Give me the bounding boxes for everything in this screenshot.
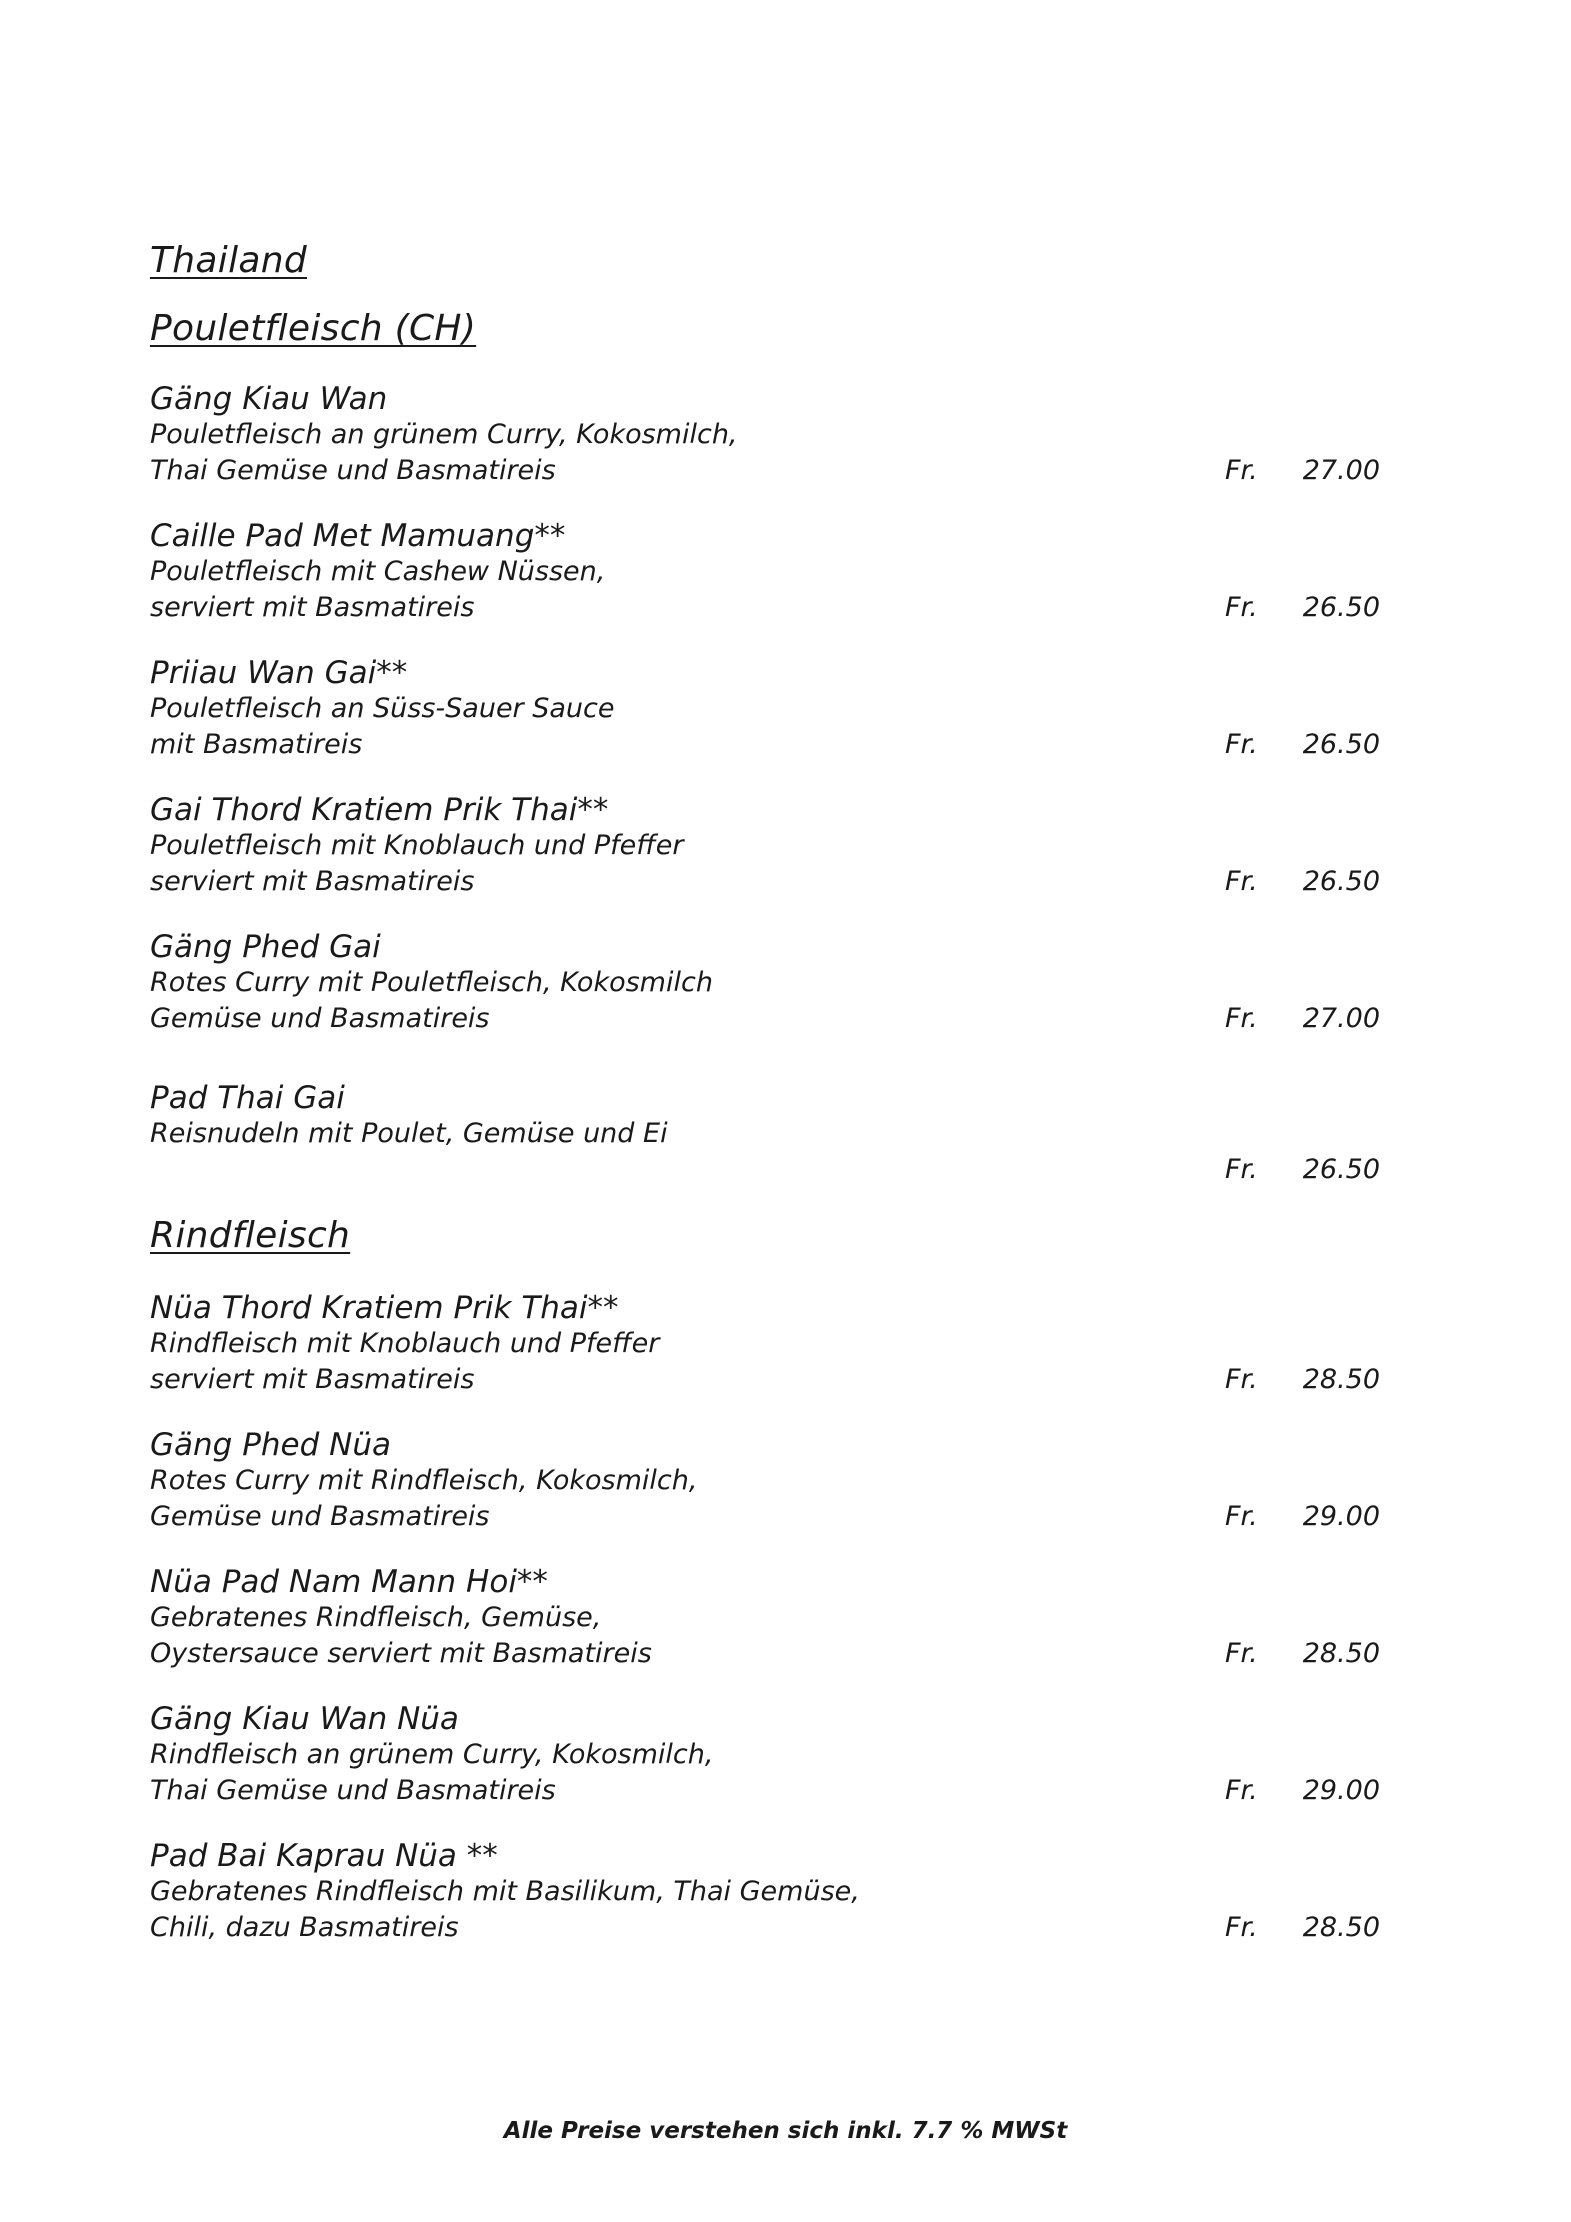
- dish-description: Pouletfleisch mit Cashew Nüssen,: [150, 556, 606, 587]
- price-currency: Fr.: [1225, 1154, 1258, 1185]
- dish-name: Priiau Wan Gai**: [150, 655, 408, 691]
- price-amount: 26.50: [1302, 1154, 1380, 1185]
- dish-item: [150, 518, 1380, 626]
- dish-item: [150, 1080, 1380, 1188]
- dish-description: Rotes Curry mit Pouletfleisch, Kokosmilch: [150, 967, 713, 998]
- dish-description: Thai Gemüse und Basmatireis: [150, 1775, 556, 1806]
- price-amount: 26.50: [1302, 729, 1380, 760]
- price-currency: Fr.: [1225, 455, 1258, 486]
- dish-name: Nüa Thord Kratiem Prik Thai**: [150, 1290, 619, 1326]
- vat-footnote: Alle Preise verstehen sich inkl. 7.7 % MWSt: [503, 2118, 1068, 2144]
- price-currency: Fr.: [1225, 729, 1258, 760]
- dish-description: Rindfleisch an grünem Curry, Kokosmilch,: [150, 1739, 714, 1770]
- dish-item: [150, 1701, 1380, 1809]
- section-heading-poultry: Pouletfleisch (CH): [150, 308, 477, 349]
- dish-description: Gemüse und Basmatireis: [150, 1003, 490, 1034]
- dish-name: Gäng Kiau Wan: [150, 381, 388, 417]
- price-amount: 27.00: [1302, 1003, 1380, 1034]
- price-amount: 27.00: [1302, 455, 1380, 486]
- section-heading-beef: Rindfleisch: [150, 1215, 351, 1256]
- dish-item: [150, 1290, 1380, 1398]
- dish-name: Gäng Phed Gai: [150, 929, 381, 965]
- price-currency: Fr.: [1225, 1638, 1258, 1669]
- price-currency: Fr.: [1225, 1912, 1258, 1943]
- price-amount: 28.50: [1302, 1638, 1380, 1669]
- dish-item: [150, 1427, 1380, 1535]
- price-amount: 29.00: [1302, 1501, 1380, 1532]
- price-amount: 26.50: [1302, 866, 1380, 897]
- dish-description: mit Basmatireis: [150, 729, 363, 760]
- dish-item: [150, 1564, 1380, 1672]
- dish-description: serviert mit Basmatireis: [150, 866, 475, 897]
- dish-description: Gemüse und Basmatireis: [150, 1501, 490, 1532]
- price-amount: 29.00: [1302, 1775, 1380, 1806]
- price-amount: 28.50: [1302, 1912, 1380, 1943]
- dish-description: Reisnudeln mit Poulet, Gemüse und Ei: [150, 1118, 668, 1149]
- dish-description: Gebratenes Rindfleisch, Gemüse,: [150, 1602, 602, 1633]
- dish-description: serviert mit Basmatireis: [150, 592, 475, 623]
- dish-name: Caille Pad Met Mamuang**: [150, 518, 566, 554]
- dish-description: Pouletfleisch an grünem Curry, Kokosmilch,: [150, 419, 738, 450]
- dish-item: [150, 1838, 1380, 1946]
- price-currency: Fr.: [1225, 1775, 1258, 1806]
- dish-name: Gäng Phed Nüa: [150, 1427, 391, 1463]
- price-currency: Fr.: [1225, 866, 1258, 897]
- page-title: Thailand: [150, 240, 307, 281]
- dish-description: Rotes Curry mit Rindfleisch, Kokosmilch,: [150, 1465, 698, 1496]
- dish-description: serviert mit Basmatireis: [150, 1364, 475, 1395]
- dish-description: Gebratenes Rindfleisch mit Basilikum, Thai Gemüse,: [150, 1876, 860, 1907]
- price-amount: 28.50: [1302, 1364, 1380, 1395]
- dish-name: Nüa Pad Nam Mann Hoi**: [150, 1564, 548, 1600]
- price-currency: Fr.: [1225, 1364, 1258, 1395]
- price-currency: Fr.: [1225, 1003, 1258, 1034]
- dish-name: Pad Thai Gai: [150, 1080, 345, 1116]
- price-currency: Fr.: [1225, 1501, 1258, 1532]
- dish-description: Thai Gemüse und Basmatireis: [150, 455, 556, 486]
- dish-description: Rindfleisch mit Knoblauch und Pfeffer: [150, 1328, 660, 1359]
- dish-item: [150, 655, 1380, 763]
- price-amount: 26.50: [1302, 592, 1380, 623]
- dish-item: [150, 381, 1380, 489]
- dish-description: Pouletfleisch an Süss-Sauer Sauce: [150, 693, 615, 724]
- price-currency: Fr.: [1225, 592, 1258, 623]
- dish-name: Pad Bai Kaprau Nüa **: [150, 1838, 498, 1874]
- dish-description: Pouletfleisch mit Knoblauch und Pfeffer: [150, 830, 684, 861]
- dish-name: Gai Thord Kratiem Prik Thai**: [150, 792, 609, 828]
- dish-item: [150, 929, 1380, 1037]
- dish-item: [150, 792, 1380, 900]
- dish-description: Chili, dazu Basmatireis: [150, 1912, 459, 1943]
- dish-name: Gäng Kiau Wan Nüa: [150, 1701, 459, 1737]
- dish-description: Oystersauce serviert mit Basmatireis: [150, 1638, 652, 1669]
